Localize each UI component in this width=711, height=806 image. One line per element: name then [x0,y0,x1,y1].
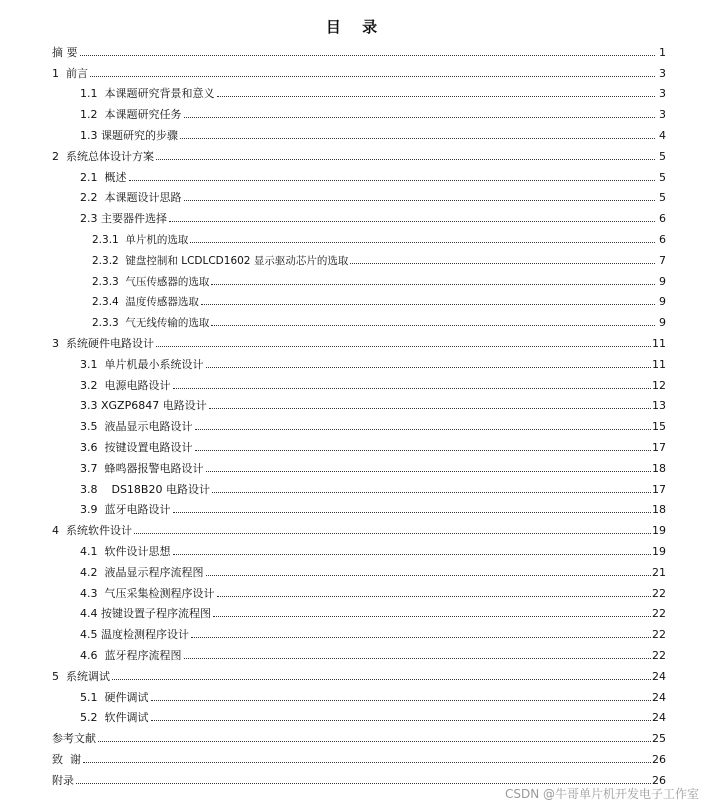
dot-leader [350,262,655,264]
toc-entry-label: 2.1 概述 [52,172,128,184]
toc-entry[interactable] [52,59,666,80]
dot-leader [98,740,651,742]
toc-entry[interactable] [52,184,666,205]
toc-entry-label: 1 前言 [52,66,88,80]
dot-leader [195,428,652,430]
toc-entry[interactable] [52,412,666,433]
dot-leader [180,137,655,139]
toc-entry-label: 2.3 主要器件选择 [52,213,168,225]
toc-entry[interactable] [52,80,666,101]
dot-leader [191,636,651,638]
toc-entry-page-number: 6 [659,232,666,246]
toc-entry-page-number: 18 [652,503,666,517]
toc-entry-label: 1.3 课题研究的步骤 [52,130,179,142]
toc-entry-label: 3.7 蜂鸣器报警电路设计 [52,463,205,475]
toc-entry[interactable] [52,100,666,121]
dot-leader [169,220,655,222]
dot-leader [195,449,652,451]
toc-entry-label: 附录 [52,773,74,787]
dot-leader [134,532,651,534]
toc-entry-page-number: 13 [652,399,666,413]
toc-entry[interactable] [52,662,666,683]
toc-entry-page-number: 5 [659,170,666,184]
toc-entry[interactable] [52,38,666,59]
toc-entry-page-number: 24 [652,669,666,683]
toc-entry-label: 4.2 液晶显示程序流程图 [52,567,205,579]
toc-entry-label: 参考文献 [52,732,96,746]
dot-leader [201,303,655,305]
toc-entry-label: 4.3 气压采集检测程序设计 [52,588,216,600]
dot-leader [217,95,656,97]
toc-entry-page-number: 22 [652,648,666,662]
toc-entry[interactable] [52,433,666,454]
dot-leader [209,407,651,409]
toc-entry-label: 2.3.1 单片机的选取 [52,234,189,246]
toc-entry-page-number: 17 [652,440,666,454]
toc-entry[interactable] [52,329,666,350]
toc-entry-label: 3.3 XGZP6847 电路设计 [52,400,208,412]
toc-entry-label: 1.1 本课题研究背景和意义 [52,88,216,100]
toc-entry-label: 2 系统总体设计方案 [52,149,154,163]
toc-entry-label: 3 系统硬件电路设计 [52,336,154,350]
toc-entry[interactable] [52,704,666,725]
dot-leader [206,574,652,576]
toc-list [52,38,666,787]
toc-entry-page-number: 3 [659,66,666,80]
toc-entry[interactable] [52,620,666,641]
toc-entry-page-number: 21 [652,565,666,579]
toc-entry-label: 摘 要 [52,45,78,59]
toc-entry-label: 4.6 蓝牙程序流程图 [52,650,183,662]
toc-entry[interactable] [52,496,666,517]
toc-entry-label: 2.3.3 气压传感器的选取 [52,276,210,288]
toc-entry[interactable] [52,683,666,704]
toc-entry-label: 3.6 按键设置电路设计 [52,442,194,454]
toc-entry-page-number: 4 [659,128,666,142]
dot-leader [217,595,652,597]
toc-entry[interactable] [52,537,666,558]
toc-entry-page-number: 19 [652,524,666,538]
toc-entry[interactable] [52,371,666,392]
toc-entry-page-number: 3 [659,108,666,122]
toc-entry-label: 4.1 软件设计思想 [52,546,172,558]
toc-entry-label: 4.5 温度检测程序设计 [52,629,190,641]
toc-entry-label: 3.5 液晶显示电路设计 [52,421,194,433]
dot-leader [80,54,656,56]
toc-entry[interactable] [52,745,666,766]
toc-entry-page-number: 9 [659,295,666,309]
toc-entry[interactable] [52,600,666,621]
toc-entry[interactable] [52,204,666,225]
toc-entry-page-number: 6 [659,212,666,226]
toc-entry-page-number: 26 [652,752,666,766]
toc-entry-page-number: 11 [652,357,666,371]
toc-entry-page-number: 17 [652,482,666,496]
toc-entry[interactable] [52,142,666,163]
toc-entry-label: 2.3.2 键盘控制和 LCDLCD1602 显示驱动芯片的选取 [52,255,349,267]
dot-leader [184,657,652,659]
toc-entry[interactable] [52,516,666,537]
toc-entry-page-number: 26 [652,773,666,787]
dot-leader [173,511,652,513]
toc-entry-page-number: 22 [652,586,666,600]
toc-entry-label: 2.2 本课题设计思路 [52,192,183,204]
toc-entry[interactable] [52,724,666,745]
dot-leader [156,158,655,160]
dot-leader [151,719,652,721]
toc-entry-label: 5 系统调试 [52,669,110,683]
toc-entry[interactable] [52,246,666,267]
toc-entry-page-number: 22 [652,628,666,642]
dot-leader [173,553,652,555]
dot-leader [212,491,651,493]
toc-entry-page-number: 24 [652,711,666,725]
toc-entry-page-number: 3 [659,87,666,101]
dot-leader [211,283,655,285]
dot-leader [206,470,652,472]
toc-entry-page-number: 22 [652,607,666,621]
toc-entry-page-number: 5 [659,149,666,163]
toc-entry-page-number: 24 [652,690,666,704]
toc-entry-label: 2.3.4 温度传感器选取 [52,296,200,308]
dot-leader [184,116,656,118]
dot-leader [151,699,652,701]
dot-leader [190,241,655,243]
dot-leader [156,345,651,347]
toc-entry[interactable] [52,288,666,309]
dot-leader [211,324,655,326]
toc-entry-page-number: 15 [652,420,666,434]
toc-entry-label: 3.9 蓝牙电路设计 [52,504,172,516]
toc-entry-page-number: 12 [652,378,666,392]
toc-entry[interactable] [52,267,666,288]
toc-entry[interactable] [52,392,666,413]
toc-entry[interactable] [52,454,666,475]
toc-entry-label: 3.2 电源电路设计 [52,380,172,392]
dot-leader [213,615,651,617]
toc-entry-label: 3.1 单片机最小系统设计 [52,359,205,371]
watermark: CSDN @牛哥单片机开发电子工作室 [504,787,699,801]
toc-entry-page-number: 11 [652,336,666,350]
toc-entry-label: 致 谢 [52,752,81,766]
toc-entry[interactable] [52,558,666,579]
toc-entry[interactable] [52,308,666,329]
toc-entry[interactable] [52,163,666,184]
toc-entry[interactable] [52,475,666,496]
dot-leader [184,199,656,201]
dot-leader [173,387,652,389]
toc-entry[interactable] [52,641,666,662]
dot-leader [83,761,651,763]
toc-entry-page-number: 7 [659,253,666,267]
toc-entry-page-number: 9 [659,274,666,288]
toc-entry-page-number: 19 [652,544,666,558]
toc-entry[interactable] [52,350,666,371]
toc-entry[interactable] [52,766,666,787]
toc-entry-label: 4 系统软件设计 [52,524,132,538]
dot-leader [129,179,656,181]
dot-leader [206,366,652,368]
toc-entry-page-number: 18 [652,461,666,475]
page-title: 目 录 [325,18,386,36]
dot-leader [112,678,651,680]
toc-entry-label: 3.8 DS18B20 电路设计 [52,484,211,496]
toc-entry[interactable] [52,579,666,600]
toc-entry-page-number: 5 [659,191,666,205]
toc-entry[interactable] [52,121,666,142]
toc-entry-page-number: 9 [659,316,666,330]
toc-entry[interactable] [52,225,666,246]
toc-entry-label: 5.2 软件调试 [52,712,150,724]
toc-entry-label: 2.3.3 气无线传输的选取 [52,317,210,329]
dot-leader [76,782,651,784]
toc-entry-page-number: 1 [659,45,666,59]
toc-entry-label: 4.4 按键设置子程序流程图 [52,608,212,620]
toc-entry-label: 5.1 硬件调试 [52,692,150,704]
toc-entry-label: 1.2 本课题研究任务 [52,109,183,121]
dot-leader [90,75,655,77]
toc-entry-page-number: 25 [652,732,666,746]
